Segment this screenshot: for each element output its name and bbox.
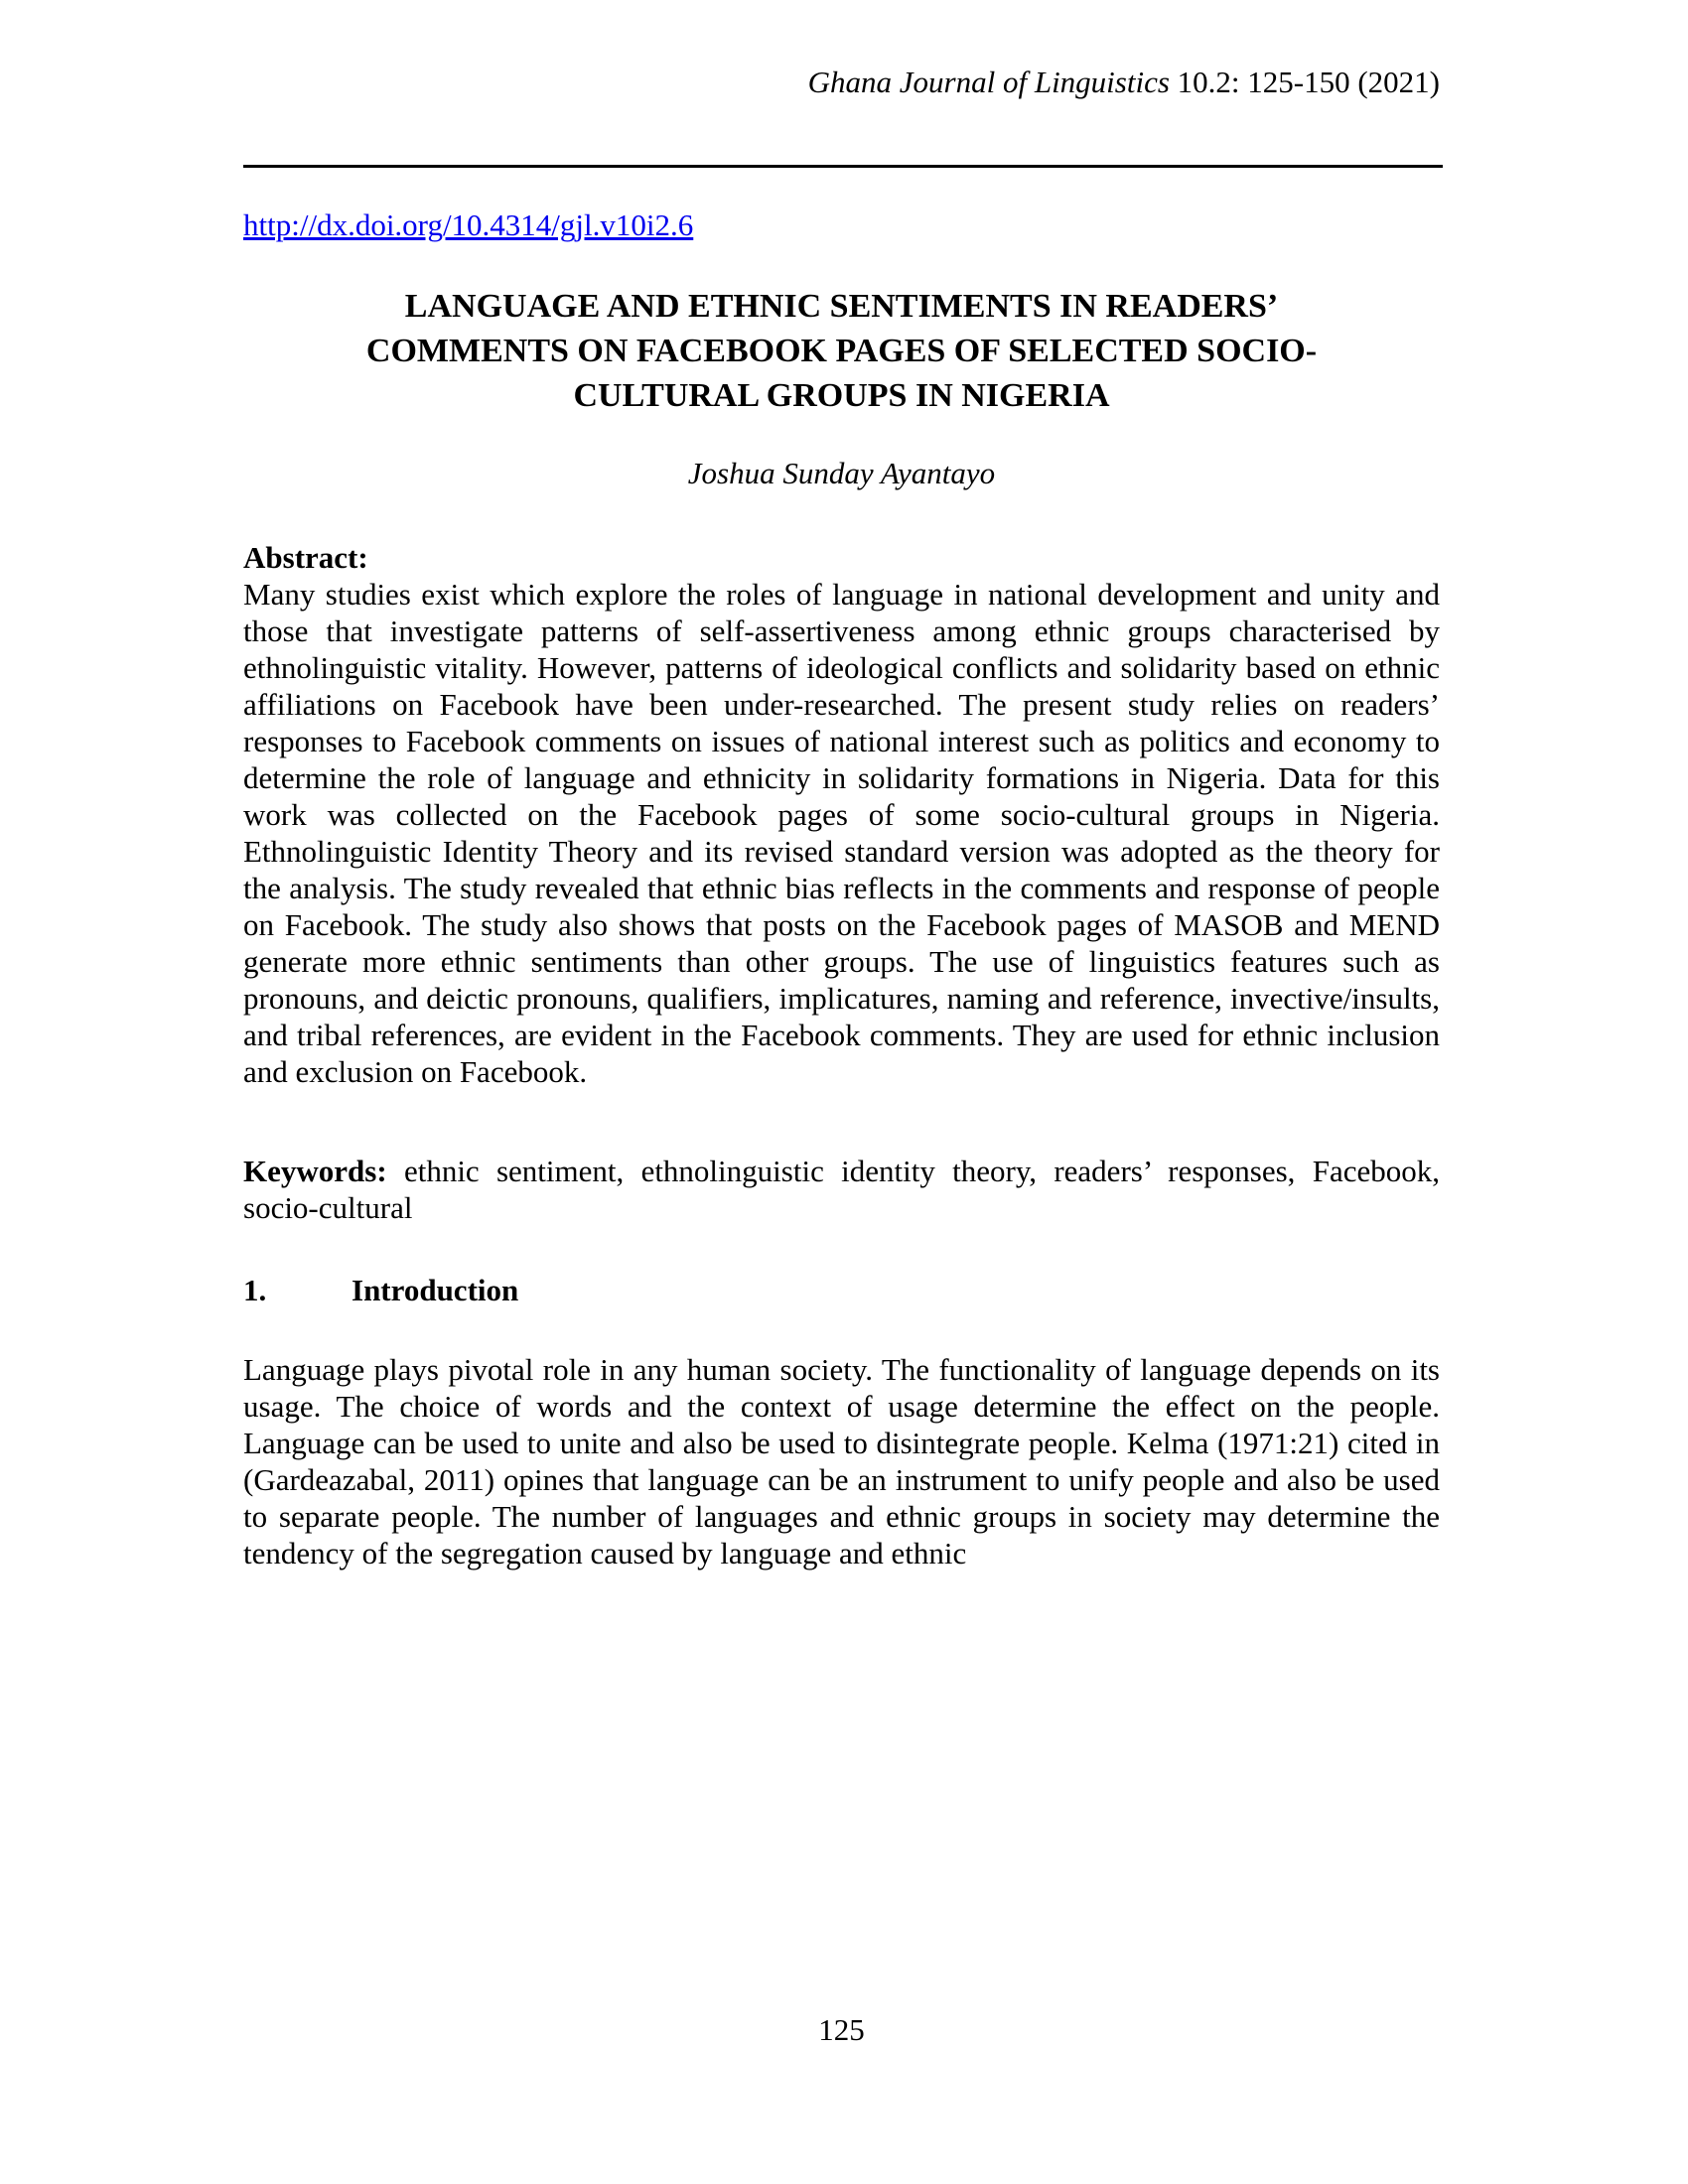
paper-title-line-3: CULTURAL GROUPS IN NIGERIA <box>573 377 1110 414</box>
doi-line <box>243 206 1440 243</box>
abstract-label: Abstract: <box>243 540 368 575</box>
header-divider-rule <box>243 165 1443 168</box>
section-title: Introduction <box>352 1273 519 1307</box>
page-number: 125 <box>818 2012 865 2047</box>
abstract-section <box>243 539 1440 1090</box>
introduction-paragraph: Language plays pivotal role in any human society. The functionality of language depends on its usage. The choice of words and the context of usage determine the effect on the people. Language can be used to unite and also be used to disintegrate people. Kelma (1971:21) cited in (Gardeazabal, 2011) opines that language can be an instrument to unify people and also be used to separate people. The number of languages and ethnic groups in society may determine the tendency of the segregation caused by language and ethnic <box>243 1352 1440 1570</box>
journal-issue-info: 10.2: 125-150 (2021) <box>1169 65 1440 99</box>
paper-title-line-1: LANGUAGE AND ETHNIC SENTIMENTS IN READERS’ <box>404 288 1279 325</box>
doi-link[interactable]: http://dx.doi.org/10.4314/gjl.v10i2.6 <box>243 207 694 242</box>
author-name: Joshua Sunday Ayantayo <box>687 456 996 490</box>
journal-header <box>243 64 1440 100</box>
keywords-label: Keywords: <box>243 1154 387 1188</box>
section-number: 1. <box>243 1273 267 1307</box>
abstract-text: Many studies exist which explore the roles of language in national development and unity and those that investigate patterns of self-assertiveness among ethnic groups characterised by ethnolinguistic vitality. However, patterns of ideological conflicts and solidarity based on ethnic affiliations on Facebook have been under-researched. The present study relies on readers’ responses to Facebook comments on issues of national interest such as politics and economy to determine the role of language and ethnicity in solidarity formations in Nigeria. Data for this work was collected on the Facebook pages of some socio-cultural groups in Nigeria. Ethnolinguistic Identity Theory and its revised standard version was adopted as the theory for the analysis. The study revealed that ethnic bias reflects in the comments and response of people on Facebook. The study also shows that posts on the Facebook pages of MASOB and MEND generate more ethnic sentiments than other groups. The use of linguistics features such as pronouns, and deictic pronouns, qualifiers, implicatures, naming and reference, invective/insults, and tribal references, are evident in the Facebook comments. They are used for ethnic inclusion and exclusion on Facebook. <box>243 577 1440 1089</box>
journal-name: Ghana Journal of Linguistics <box>807 65 1170 99</box>
paper-title-line-2: COMMENTS ON FACEBOOK PAGES OF SELECTED SOCIO- <box>365 333 1318 369</box>
keywords-section <box>243 1153 1440 1226</box>
paper-title <box>243 284 1440 418</box>
keywords-text: ethnic sentiment, ethnolinguistic identity theory, readers’ responses, Facebook, socio-cultural <box>243 1154 1440 1225</box>
section-heading-introduction <box>243 1272 1440 1308</box>
